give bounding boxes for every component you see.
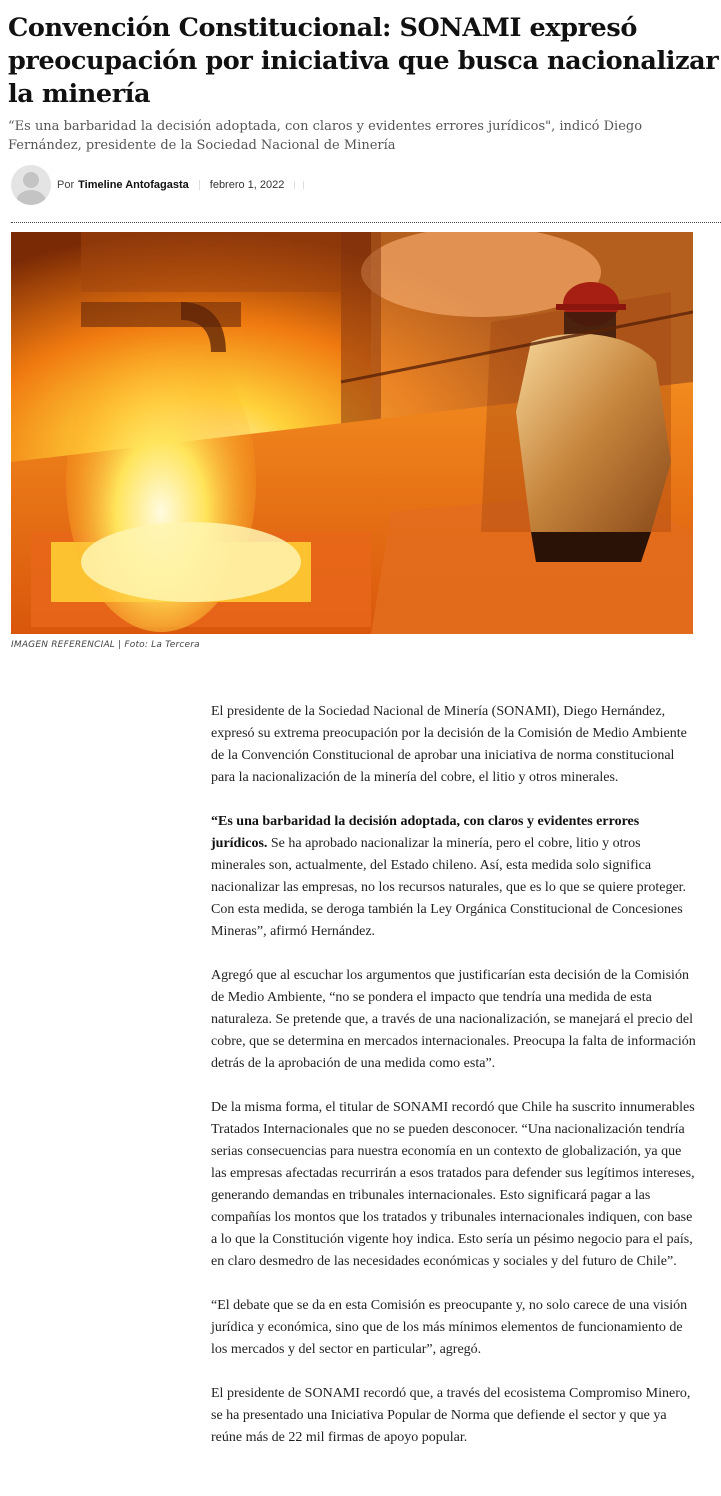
author-avatar-icon[interactable] (11, 165, 51, 205)
meta-divider (294, 181, 295, 189)
header-divider (11, 222, 721, 223)
body-paragraph (211, 811, 697, 943)
article-subtitle: “Es una barbaridad la decisión adoptada, con claros y evidentes errores jurídicos", indicó Diego Fernández, presidente de la Sociedad Nacional de Minería (8, 119, 643, 153)
body-paragraph: “El debate que se da en esta Comisión es preocupante y, no solo carece de una visión jurídica y económica, sino que de los más mínimos elementos de funcionamiento de los mercados y del sector en particular”, agregó. (211, 1298, 688, 1357)
article-hero-image (11, 232, 693, 634)
body-paragraph: De la misma forma, el titular de SONAMI recordó que Chile ha suscrito innumerables Tratados Internacionales que no se pueden desconocer. “Una nacionalización tendría serias consecuencias para nuestra economía en un contexto de globalización, ya que las empresas afectadas recurrirán a esos tratados para defender sus legítimos intereses, generando demandas en tribunales internacionales. Esto significará pagar a las compañías los montos que los tratados y tribunales internacionales indiquen, con base a lo que la Constitución vigente hoy indica. Esto sería un pésimo negocio para el país, en claro desmedro de las necesidades económicas y sociales y del futuro de Chile”. (211, 1100, 695, 1269)
image-caption: IMAGEN REFERENCIAL | Foto: La Tercera (11, 640, 200, 650)
quote-highlight: “Es una barbaridad la decisión adoptada, con claros y evidentes errores jurídicos. (211, 814, 640, 851)
article-headline: Convención Constitucional: SONAMI expresó preocupación por iniciativa que busca nacionalizar la minería (8, 13, 719, 109)
author-link[interactable]: Timeline Antofagasta (78, 179, 189, 191)
meta-divider (303, 181, 304, 189)
byline-divider (199, 180, 200, 190)
body-paragraph: Agregó que al escuchar los argumentos que justificarían esta decisión de la Comisión de Medio Ambiente, “no se pondera el impacto que tendría una medida de esta naturaleza. Se pretende que, a través de una nacionalización, se manejará el precio del cobre, que se determina en mercados internacionales. Preocupa la falta de información detrás de la aprobación de una medida como esta”. (211, 968, 696, 1071)
body-paragraph: El presidente de la Sociedad Nacional de Minería (SONAMI), Diego Hernández, expresó su extrema preocupación por la decisión de la Comisión de Medio Ambiente de la Convención Constitucional de aprobar una iniciativa de norma constitucional para la nacionalización de la minería del cobre, el litio y otros minerales. (211, 704, 687, 785)
byline-prefix: Por (57, 179, 75, 191)
byline (11, 165, 711, 205)
body-paragraph: El presidente de SONAMI recordó que, a través del ecosistema Compromiso Minero, se ha presentado una Iniciativa Popular de Norma que defiende el sector y que ya reúne más de 22 mil firmas de apoyo popular. (211, 1386, 691, 1445)
article-body (211, 701, 697, 1471)
paragraph-text: Se ha aprobado nacionalizar la minería, pero el cobre, litio y otros minerales son, actualmente, del Estado chileno. Así, esta medida solo significa nacionalizar las empresas, no los recursos naturales, que es lo que se quiere proteger. Con esta medida, se deroga también la Ley Orgánica Constitucional de Concesiones Mineras”, afirmó Hernández. (211, 836, 687, 939)
publish-date: febrero 1, 2022 (209, 179, 285, 191)
